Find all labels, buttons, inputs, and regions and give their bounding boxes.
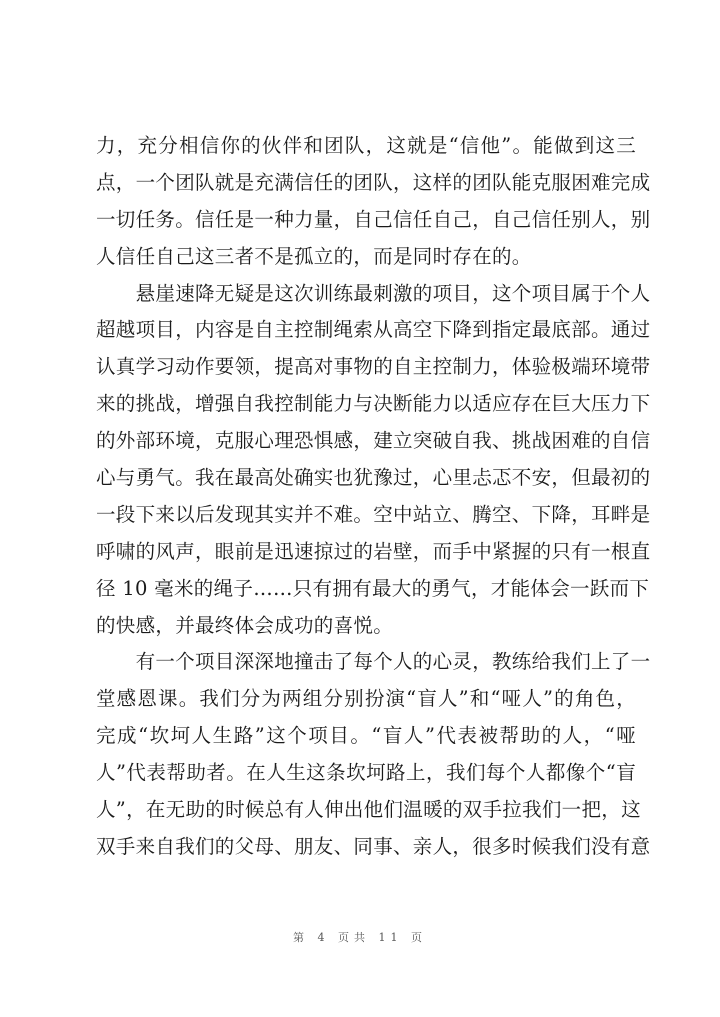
text-line: 的外部环境，克服心理恐惧感，建立突破自我、挑战困难的自信 <box>96 429 651 453</box>
text-line: 人”，在无助的时候总有人伸出他们温暖的双手拉我们一把，这 <box>96 798 641 822</box>
body-text <box>96 128 651 866</box>
text-line: 径 10 毫米的绳子……只有拥有最大的勇气，才能体会一跃而下 <box>96 576 650 600</box>
text-line: 悬崖速降无疑是这次训练最刺激的项目，这个项目属于个人 <box>96 281 651 305</box>
text-line: 心与勇气。我在最高处确实也犹豫过，心里忐忑不安，但最初的 <box>96 466 651 490</box>
text-line: 堂感恩课。我们分为两组分别扮演“盲人”和“哑人”的角色， <box>96 687 636 711</box>
text-line: 呼啸的风声，眼前是迅速掠过的岩壁，而手中紧握的只有一根直 <box>96 539 651 563</box>
page-number-footer: 第 4 页共 11 页 <box>293 931 427 944</box>
text-line: 一切任务。信任是一种力量，自己信任自己，自己信任别人，别 <box>96 207 651 231</box>
text-line: 人”代表帮助者。在人生这条坎坷路上，我们每个人都像个“盲 <box>96 761 636 785</box>
text-line: 人信任自己这三者不是孤立的，而是同时存在的。 <box>96 244 532 268</box>
text-line: 点，一个团队就是充满信任的团队，这样的团队能克服困难完成 <box>96 170 651 194</box>
text-line: 双手来自我们的父母、朋友、同事、亲人，很多时候我们没有意 <box>96 834 651 858</box>
text-line: 超越项目，内容是自主控制绳索从高空下降到指定最底部。通过 <box>96 318 651 342</box>
text-line: 的快感，并最终体会成功的喜悦。 <box>96 613 394 637</box>
text-line: 一段下来以后发现其实并不难。空中站立、腾空、下降，耳畔是 <box>96 502 651 526</box>
text-line: 认真学习动作要领，提高对事物的自主控制力，体验极端环境带 <box>96 355 651 379</box>
text-line: 来的挑战，增强自我控制能力与决断能力以适应存在巨大压力下 <box>96 392 651 416</box>
text-line: 有一个项目深深地撞击了每个人的心灵，教练给我们上了一 <box>96 650 651 674</box>
text-line: 完成“坎坷人生路”这个项目。“盲人”代表被帮助的人，“哑 <box>96 724 636 748</box>
text-line: 力，充分相信你的伙伴和团队，这就是“信他”。能做到这三 <box>96 134 636 157</box>
